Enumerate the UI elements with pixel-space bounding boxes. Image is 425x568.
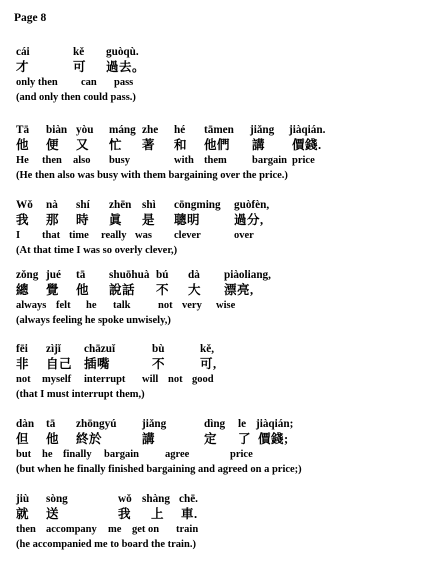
- chinese-word: 但: [16, 432, 30, 446]
- english-line: [16, 522, 416, 537]
- chinese-word: 講: [252, 138, 266, 152]
- pinyin-word: jiǎng: [142, 418, 167, 430]
- chinese-line: [16, 138, 416, 153]
- english-word: bargain: [104, 449, 140, 460]
- chinese-word: 覺: [46, 283, 60, 297]
- english-word: but: [16, 449, 32, 460]
- pinyin-word: zìjǐ: [46, 343, 61, 355]
- stanza: [16, 268, 416, 328]
- pinyin-word: shì: [142, 199, 156, 211]
- pinyin-line: [16, 45, 416, 60]
- pinyin-line: [16, 268, 416, 283]
- pinyin-word: guòqù.: [106, 46, 139, 58]
- english-word: get on: [132, 524, 160, 535]
- pinyin-word: shàng: [142, 493, 170, 505]
- english-word: only then: [16, 77, 58, 88]
- chinese-word: 可,: [200, 357, 217, 371]
- pinyin-word: le: [238, 418, 247, 430]
- english-word: time: [69, 230, 89, 241]
- chinese-word: 送: [46, 507, 60, 521]
- english-word: accompany: [46, 524, 97, 535]
- english-word: me: [108, 524, 122, 535]
- stanza: [16, 417, 416, 477]
- pinyin-word: tāmen: [204, 124, 234, 136]
- english-word: was: [135, 230, 152, 241]
- english-line: [16, 447, 416, 462]
- pinyin-line: [16, 342, 416, 357]
- chinese-line: [16, 213, 416, 228]
- pinyin-word: cái: [16, 46, 30, 58]
- pinyin-word: biàn: [46, 124, 68, 136]
- english-word: myself: [42, 374, 72, 385]
- chinese-word: 價錢;: [258, 432, 289, 446]
- english-word: he: [42, 449, 53, 460]
- english-word: that: [42, 230, 61, 241]
- english-word: busy: [109, 155, 131, 166]
- pinyin-word: kě,: [200, 343, 214, 355]
- pinyin-word: sòng: [46, 493, 68, 505]
- english-word: good: [192, 374, 214, 385]
- chinese-word: 聰明: [174, 213, 201, 227]
- translation-line: (but when he finally finished bargaining and agreed on a price;): [16, 464, 302, 475]
- chinese-word: 時: [76, 213, 90, 227]
- english-word: He: [16, 155, 29, 166]
- english-word: can: [81, 77, 97, 88]
- pinyin-word: jué: [46, 269, 61, 281]
- english-word: wise: [216, 300, 236, 311]
- pinyin-word: jiàqián.: [289, 124, 326, 136]
- chinese-word: 不: [156, 283, 170, 297]
- chinese-word: 他: [46, 432, 60, 446]
- pinyin-word: bú: [156, 269, 169, 281]
- english-word: them: [204, 155, 227, 166]
- pinyin-word: nà: [46, 199, 58, 211]
- chinese-word: 上: [151, 507, 165, 521]
- translation-line: (he accompanied me to board the train.): [16, 539, 196, 550]
- chinese-word: 他們: [204, 138, 231, 152]
- chinese-word: 漂亮,: [224, 283, 254, 297]
- pinyin-word: hé: [174, 124, 186, 136]
- chinese-word: 講: [142, 432, 156, 446]
- translation-line: (that I must interrupt them,): [16, 389, 145, 400]
- chinese-word: 就: [16, 507, 30, 521]
- english-word: agree: [165, 449, 190, 460]
- chinese-word: 我: [16, 213, 30, 227]
- chinese-word: 不: [152, 357, 166, 371]
- chinese-word: 總: [16, 283, 30, 297]
- chinese-word: 大: [188, 283, 202, 297]
- chinese-line: [16, 60, 416, 75]
- chinese-line: [16, 432, 416, 447]
- translation-line: (always feeling he spoke unwisely,): [16, 315, 171, 326]
- pinyin-word: shí: [76, 199, 90, 211]
- chinese-word: 非: [16, 357, 30, 371]
- english-word: train: [176, 524, 199, 535]
- chinese-word: 車.: [181, 507, 198, 521]
- pinyin-line: [16, 417, 416, 432]
- pinyin-word: guòfèn,: [234, 199, 270, 211]
- translation-line: (At that time I was so overly clever,): [16, 245, 178, 256]
- english-line: [16, 75, 416, 90]
- pinyin-word: jiǎng: [250, 124, 275, 136]
- chinese-word: 了: [238, 432, 252, 446]
- english-line: [16, 298, 416, 313]
- pinyin-word: kě: [73, 46, 85, 58]
- pinyin-word: zhe: [142, 124, 159, 136]
- english-line: [16, 153, 416, 168]
- page-number: Page 8: [14, 12, 47, 24]
- translation-line: (He then also was busy with them bargaining over the price.): [16, 170, 288, 181]
- english-word: not: [16, 374, 31, 385]
- stanza: [16, 198, 416, 258]
- english-word: bargain: [252, 155, 288, 166]
- chinese-word: 價錢.: [292, 138, 322, 152]
- chinese-line: [16, 357, 416, 372]
- english-word: he: [86, 300, 97, 311]
- pinyin-word: yòu: [76, 124, 94, 136]
- english-word: with: [174, 155, 194, 166]
- english-word: then: [16, 524, 36, 535]
- chinese-word: 定: [204, 432, 218, 446]
- pinyin-word: Tā: [16, 124, 30, 136]
- english-word: really: [101, 230, 127, 241]
- chinese-word: 那: [46, 213, 60, 227]
- chinese-word: 終於: [76, 432, 103, 446]
- pinyin-line: [16, 492, 416, 507]
- english-line: [16, 228, 416, 243]
- chinese-word: 可: [73, 60, 87, 74]
- pinyin-word: chē.: [179, 493, 198, 505]
- english-word: will: [142, 374, 159, 385]
- english-word: finally: [63, 449, 92, 460]
- chinese-word: 眞: [109, 213, 123, 227]
- pinyin-word: dìng: [204, 418, 226, 430]
- pinyin-word: shuōhuà: [109, 269, 150, 281]
- stanza: [16, 45, 416, 105]
- pinyin-word: tā: [46, 418, 56, 430]
- chinese-word: 忙: [109, 138, 123, 152]
- translation-line: (and only then could pass.): [16, 92, 136, 103]
- chinese-word: 他: [16, 138, 30, 152]
- chinese-word: 和: [174, 138, 188, 152]
- chinese-word: 插嘴: [84, 357, 111, 371]
- chinese-word: 又: [76, 138, 90, 152]
- english-word: interrupt: [84, 374, 126, 385]
- english-word: felt: [56, 300, 71, 311]
- pinyin-line: [16, 198, 416, 213]
- chinese-word: 我: [118, 507, 132, 521]
- pinyin-word: dà: [188, 269, 200, 281]
- pinyin-word: zhōngyú: [76, 418, 117, 430]
- english-word: price: [292, 155, 315, 166]
- pinyin-word: zǒng: [16, 269, 39, 281]
- chinese-word: 便: [46, 138, 60, 152]
- pinyin-word: tā: [76, 269, 86, 281]
- chinese-line: [16, 283, 416, 298]
- chinese-word: 過去。: [106, 60, 146, 74]
- pinyin-word: wǒ: [118, 493, 132, 505]
- chinese-word: 是: [142, 213, 156, 227]
- english-word: pass: [114, 77, 134, 88]
- pinyin-word: fēi: [16, 343, 28, 355]
- english-word: not: [168, 374, 183, 385]
- english-word: always: [16, 300, 47, 311]
- chinese-word: 他: [76, 283, 90, 297]
- english-word: over: [234, 230, 254, 241]
- stanza: [16, 342, 416, 402]
- english-word: then: [42, 155, 62, 166]
- english-word: I: [16, 230, 21, 241]
- pinyin-word: dàn: [16, 418, 35, 430]
- stanza: [16, 123, 416, 183]
- pinyin-word: piàoliang,: [224, 269, 271, 281]
- english-word: also: [73, 155, 91, 166]
- pinyin-word: jiàqián;: [256, 418, 294, 430]
- chinese-word: 說話: [109, 283, 136, 297]
- english-word: price: [230, 449, 253, 460]
- english-word: clever: [174, 230, 201, 241]
- chinese-word: 著: [142, 138, 156, 152]
- english-word: very: [182, 300, 202, 311]
- pinyin-word: chāzuǐ: [84, 343, 116, 355]
- english-word: talk: [113, 300, 131, 311]
- chinese-word: 過分,: [234, 213, 264, 227]
- pinyin-word: zhēn: [109, 199, 132, 211]
- chinese-word: 自己: [46, 357, 73, 371]
- pinyin-word: bù: [152, 343, 165, 355]
- pinyin-word: máng: [109, 124, 136, 136]
- pinyin-line: [16, 123, 416, 138]
- english-line: [16, 372, 416, 387]
- pinyin-word: jiù: [16, 493, 30, 505]
- chinese-word: 才: [16, 60, 30, 74]
- pinyin-word: Wǒ: [16, 199, 33, 211]
- english-word: not: [158, 300, 173, 311]
- chinese-line: [16, 507, 416, 522]
- pinyin-word: cōngming: [174, 199, 221, 211]
- stanza: [16, 492, 416, 552]
